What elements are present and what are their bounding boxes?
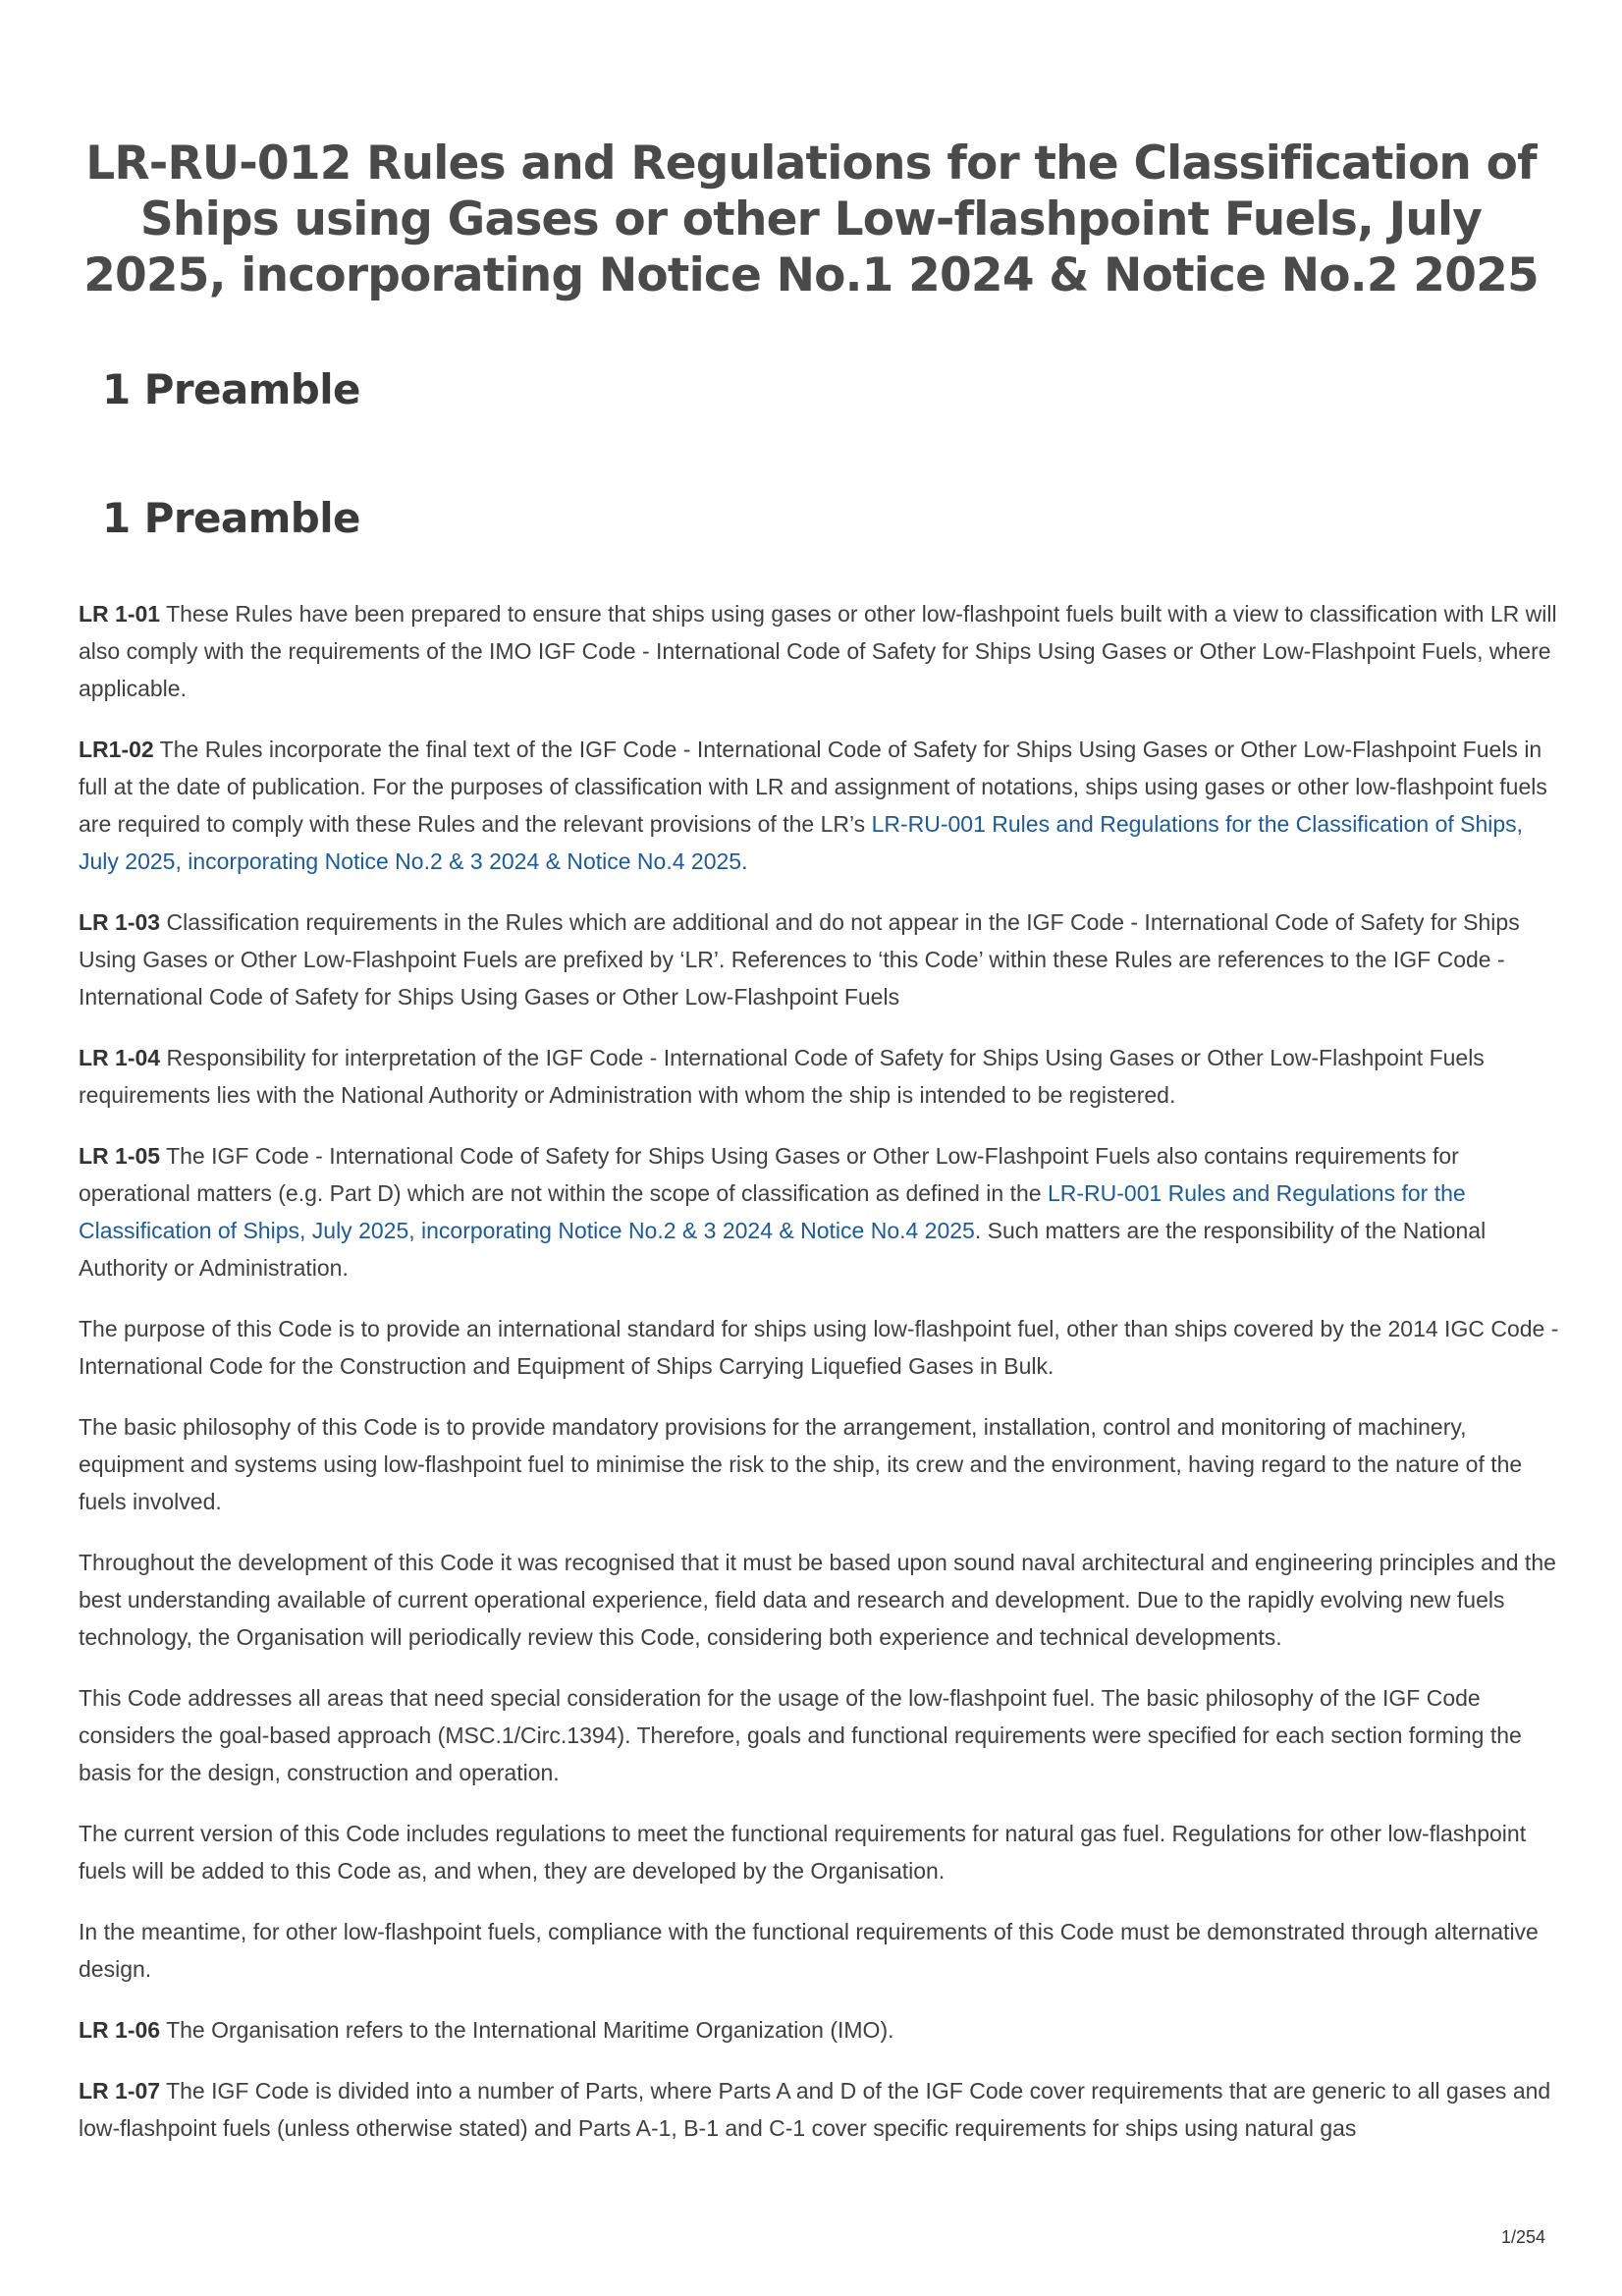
paragraph-lr-1-01 bbox=[79, 595, 1561, 707]
paragraph-lr-1-06 bbox=[79, 2011, 1561, 2049]
paragraph-label: LR 1-05 bbox=[79, 1143, 161, 1169]
paragraph-purpose: The purpose of this Code is to provide an international standard for ships using low-flashpoint fuel, other than ships covered by the 2014 IGC Code - International Code for the Construction and Equipment of Ships Carrying Liquefied Gases in Bulk. bbox=[79, 1316, 1559, 1379]
paragraph-text: The Rules incorporate the final text of the IGF Code - International Code of Safety for Ships Using Gases or Other Low-Flashpoint Fuels in full at the date of publication. For the purposes of classification with LR and assignment of notations, ships using gases or other low-flashpoint fuels are required to comply with these Rules and the relevant provisions of the LR’s bbox=[79, 737, 1547, 837]
paragraph-text: The IGF Code - International Code of Safety for Ships Using Gases or Other Low-Flashpoint Fuels also contains requirements for operational matters (e.g. Part D) which are not within the scope of classification as defined in the bbox=[79, 1143, 1459, 1206]
paragraph-lr-1-07 bbox=[79, 2072, 1561, 2147]
paragraph-basic-philosophy: The basic philosophy of this Code is to provide mandatory provisions for the arrangement, installation, control and monitoring of machinery, equipment and systems using low-flashpoint fuel to minimise the risk to the ship, its crew and the environment, having regard to the nature of the fuels involved. bbox=[79, 1414, 1523, 1514]
paragraph-development: Throughout the development of this Code it was recognised that it must be based upon sound naval architectural and engineering principles and the best understanding available of current operational experience, field data and research and development. Due to the rapidly evolving new fuels technology, the Organisation will periodically review this Code, considering both experience and technical developments. bbox=[79, 1550, 1556, 1650]
subsection-heading-preamble: 1 Preamble bbox=[102, 494, 360, 542]
paragraph-text: Responsibility for interpretation of the IGF Code - International Code of Safety for Ships Using Gases or Other Low-Flashpoint Fuels requirements lies with the National Authority or Administration with whom the ship is intended to be registered. bbox=[79, 1045, 1485, 1108]
paragraph-label: LR1-02 bbox=[79, 737, 154, 762]
paragraph-text: Classification requirements in the Rules which are additional and do not appear in the IGF Code - International Code of Safety for Ships Using Gases or Other Low-Flashpoint Fuels are prefixed by ‘LR’. References to ‘this Code’ within these Rules are references to the IGF Code - International Code of Safety for Ships Using Gases or Other Low-Flashpoint Fuels bbox=[79, 909, 1520, 1010]
document-title: LR-RU-012 Rules and Regulations for the Classification of Ships using Gases or other Low-flashpoint Fuels, July 2025, incorporating Notice No.1 2024 & Notice No.2 2025 bbox=[83, 137, 1539, 302]
paragraph-alternative-design: In the meantime, for other low-flashpoint fuels, compliance with the functional requirements of this Code must be demonstrated through alternative design. bbox=[79, 1919, 1539, 1982]
paragraph-label: LR 1-03 bbox=[79, 909, 161, 935]
paragraph-text: The IGF Code is divided into a number of Parts, where Parts A and D of the IGF Code cover requirements that are generic to all gases and low-flashpoint fuels (unless otherwise stated) and Parts A-1, B-1 and C-1 cover specific requirements for ships using natural gas bbox=[79, 2078, 1551, 2141]
paragraph-label: LR 1-04 bbox=[79, 1045, 161, 1070]
page-number: 1/254 bbox=[1500, 2227, 1545, 2247]
paragraph-label: LR 1-01 bbox=[79, 601, 161, 627]
paragraph-label: LR 1-07 bbox=[79, 2078, 161, 2104]
lr-ru-001-rules-link[interactable]: LR-RU-001 Rules and Regulations for the Classification of Ships, July 2025, incorporating Notice No.2 & 3 2024 & Notice No.4 2025 bbox=[79, 1180, 1466, 1243]
lr-ru-001-rules-link[interactable]: LR-RU-001 Rules and Regulations for the Classification of Ships, July 2025, incorporating Notice No.2 & 3 2024 & Notice No.4 2025 bbox=[79, 811, 1524, 874]
paragraph-label: LR 1-06 bbox=[79, 2017, 161, 2043]
section-heading-preamble: 1 Preamble bbox=[102, 365, 360, 413]
paragraph-lr-1-04 bbox=[79, 1039, 1561, 1114]
paragraph-lr-1-03 bbox=[79, 903, 1561, 1015]
paragraph-goal-based-approach: This Code addresses all areas that need special consideration for the usage of the low-flashpoint fuel. The basic philosophy of the IGF Code considers the goal-based approach (MSC.1/Circ.1394). Therefore, goals and functional requirements were specified for each section forming the basis for the design, construction and operation. bbox=[79, 1685, 1522, 1785]
paragraph-lr-1-02 bbox=[79, 731, 1561, 880]
paragraph-text: These Rules have been prepared to ensure that ships using gases or other low-flashpoint fuels built with a view to classification with LR will also comply with the requirements of the IMO IGF Code - International Code of Safety for Ships Using Gases or Other Low-Flashpoint Fuels, where applicable. bbox=[79, 601, 1557, 701]
paragraph-current-version: The current version of this Code includes regulations to meet the functional requirements for natural gas fuel. Regulations for other low-flashpoint fuels will be added to this Code as, and when, they are developed by the Organisation. bbox=[79, 1821, 1527, 1884]
paragraph-text-end: . bbox=[741, 848, 748, 874]
paragraph-lr-1-05 bbox=[79, 1137, 1561, 1286]
paragraph-text: The Organisation refers to the International Maritime Organization (IMO). bbox=[160, 2017, 894, 2043]
paragraph-text-end: . Such matters are the responsibility of the National Authority or Administration. bbox=[79, 1218, 1487, 1281]
document-body bbox=[79, 595, 1561, 2170]
